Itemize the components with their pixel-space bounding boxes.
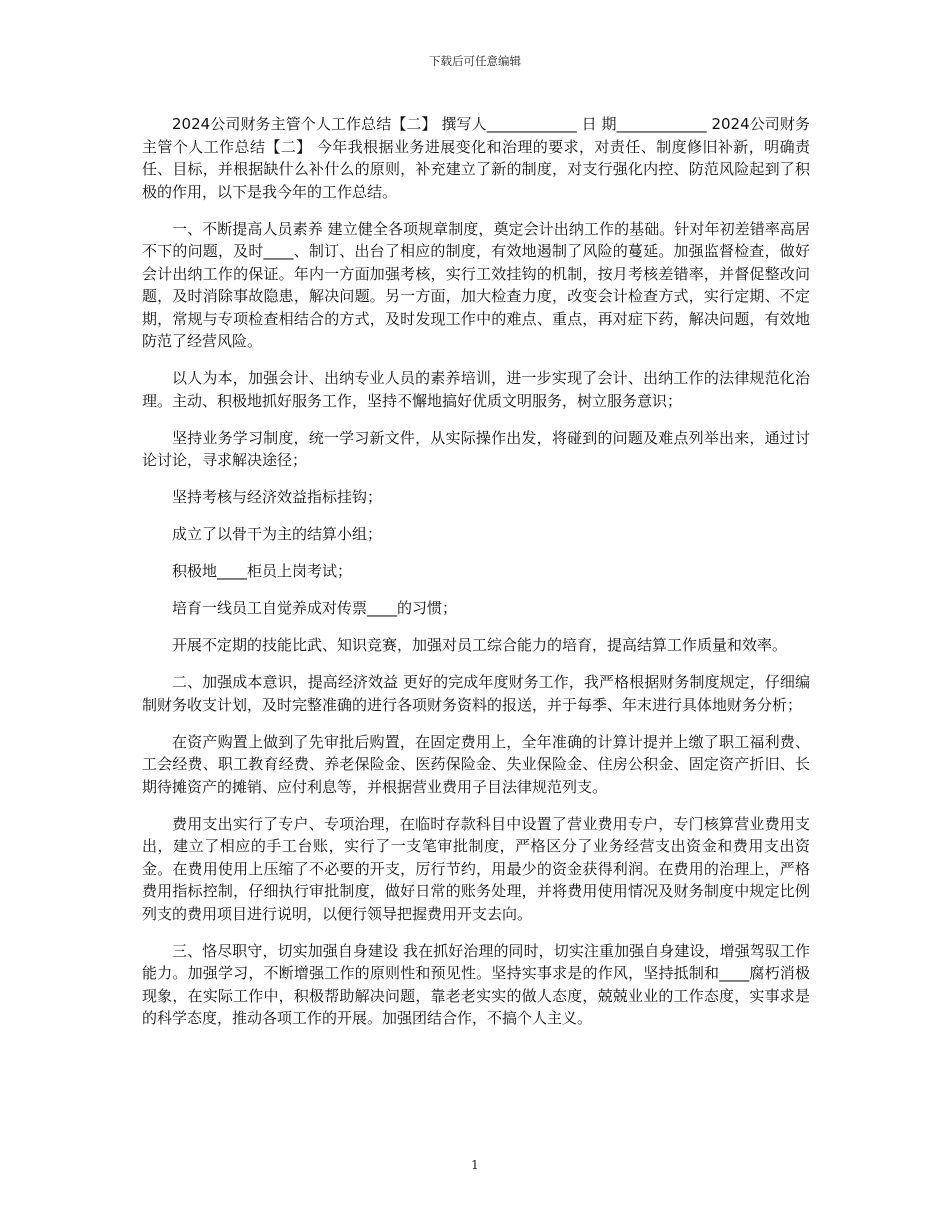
page-header: 下载后可任意编辑 bbox=[429, 54, 521, 68]
paragraph: 开展不定期的技能比武、知识竞赛，加强对员工综合能力的培育，提高结算工作质量和效率。 bbox=[172, 636, 788, 654]
page-number: 1 bbox=[471, 1158, 479, 1172]
paragraph: 积极地____柜员上岗考试； bbox=[172, 562, 353, 580]
paragraph: 费用支出实行了专户、专项治理，在临时存款科目中设置了营业费用专户，专门核算营业费用支出，建立了相应的手工台账，实行了一支笔审批制度，严格区分了业务经营支出资金和费用支出资金。在费用使用上压缩了不必要的开支，厉行节约，用最少的资金获得利润。在费用的治理上，严格费用指标控制，仔细执行审批制度，做好日常的账务处理，并将费用使用情况及财务制度中规定比例列支的费用项目进行说明，以便行领导把握费用开支去向。 bbox=[142, 814, 810, 923]
paragraph: 坚持业务学习制度，统一学习新文件，从实际操作出发，将碰到的问题及难点列举出来，通过讨论讨论，寻求解决途径； bbox=[142, 428, 810, 469]
paragraph: 坚持考核与经济效益指标挂钩； bbox=[172, 488, 383, 506]
paragraph: 培育一线员工自觉养成对传票____的习惯； bbox=[172, 599, 458, 617]
paragraph: 在资产购置上做到了先审批后购置，在固定费用上，全年准确的计算计提并上缴了职工福利费、工会经费、职工教育经费、养老保险金、医药保险金、失业保险金、住房公积金、固定资产折旧、长期待摊资产的摊销、应付利息等，并根据营业费用子目法律规范列支。 bbox=[142, 732, 810, 796]
paragraph-intro: 2024公司财务主管个人工作总结【二】 撰写人____________ 日 期____________ 2024公司财务主管个人工作总结【二】 今年我根据业务进展变化和治理的要求，对责任、制度修旧补新，明确责任、目标，并根据缺什么补什么的原则，补充建立了新的制度，对支行强化内控、防范风险起到了积极的作用，以下是我今年的工作总结。 bbox=[142, 115, 810, 201]
paragraph-section-1: 一、不断提高人员素养 建立健全各项规章制度，奠定会计出纳工作的基础。针对年初差错率高居不下的问题，及时____、制订、出台了相应的制度，有效地遏制了风险的蔓延。加强监督检查，做好会计出纳工作的保证。年内一方面加强考核，实行工效挂钩的机制，按月考核差错率，并督促整改问题，及时消除事故隐患，解决问题。另一方面，加大检查力度，改变会计检查方式，实行定期、不定期，常规与专项检查相结合的方式，及时发现工作中的难点、重点，再对症下药，解决问题，有效地防范了经营风险。 bbox=[142, 219, 810, 350]
paragraph-section-3: 三、恪尽职守，切实加强自身建设 我在抓好治理的同时，切实注重加强自身建设，增强驾驭工作能力。加强学习，不断增强工作的原则性和预见性。坚持实事求是的作风，坚持抵制和____腐朽消极现象，在实际工作中，积极帮助解决问题，靠老老实实的做人态度，兢兢业业的工作态度，实事求是的科学态度，推动各项工作的开展。加强团结合作，不搞个人主义。 bbox=[142, 941, 810, 1027]
paragraph-section-2: 二、加强成本意识，提高经济效益 更好的完成年度财务工作，我严格根据财务制度规定，仔细编制财务收支计划，及时完整准确的进行各项财务资料的报送，并于每季、年末进行具体地财务分析； bbox=[142, 673, 810, 714]
document-body bbox=[142, 113, 810, 1044]
paragraph: 以人为本，加强会计、出纳专业人员的素养培训，进一步实现了会计、出纳工作的法律规范化治理。主动、积极地抓好服务工作，坚持不懈地搞好优质文明服务，树立服务意识； bbox=[142, 369, 810, 410]
paragraph: 成立了以骨干为主的结算小组； bbox=[172, 525, 383, 543]
